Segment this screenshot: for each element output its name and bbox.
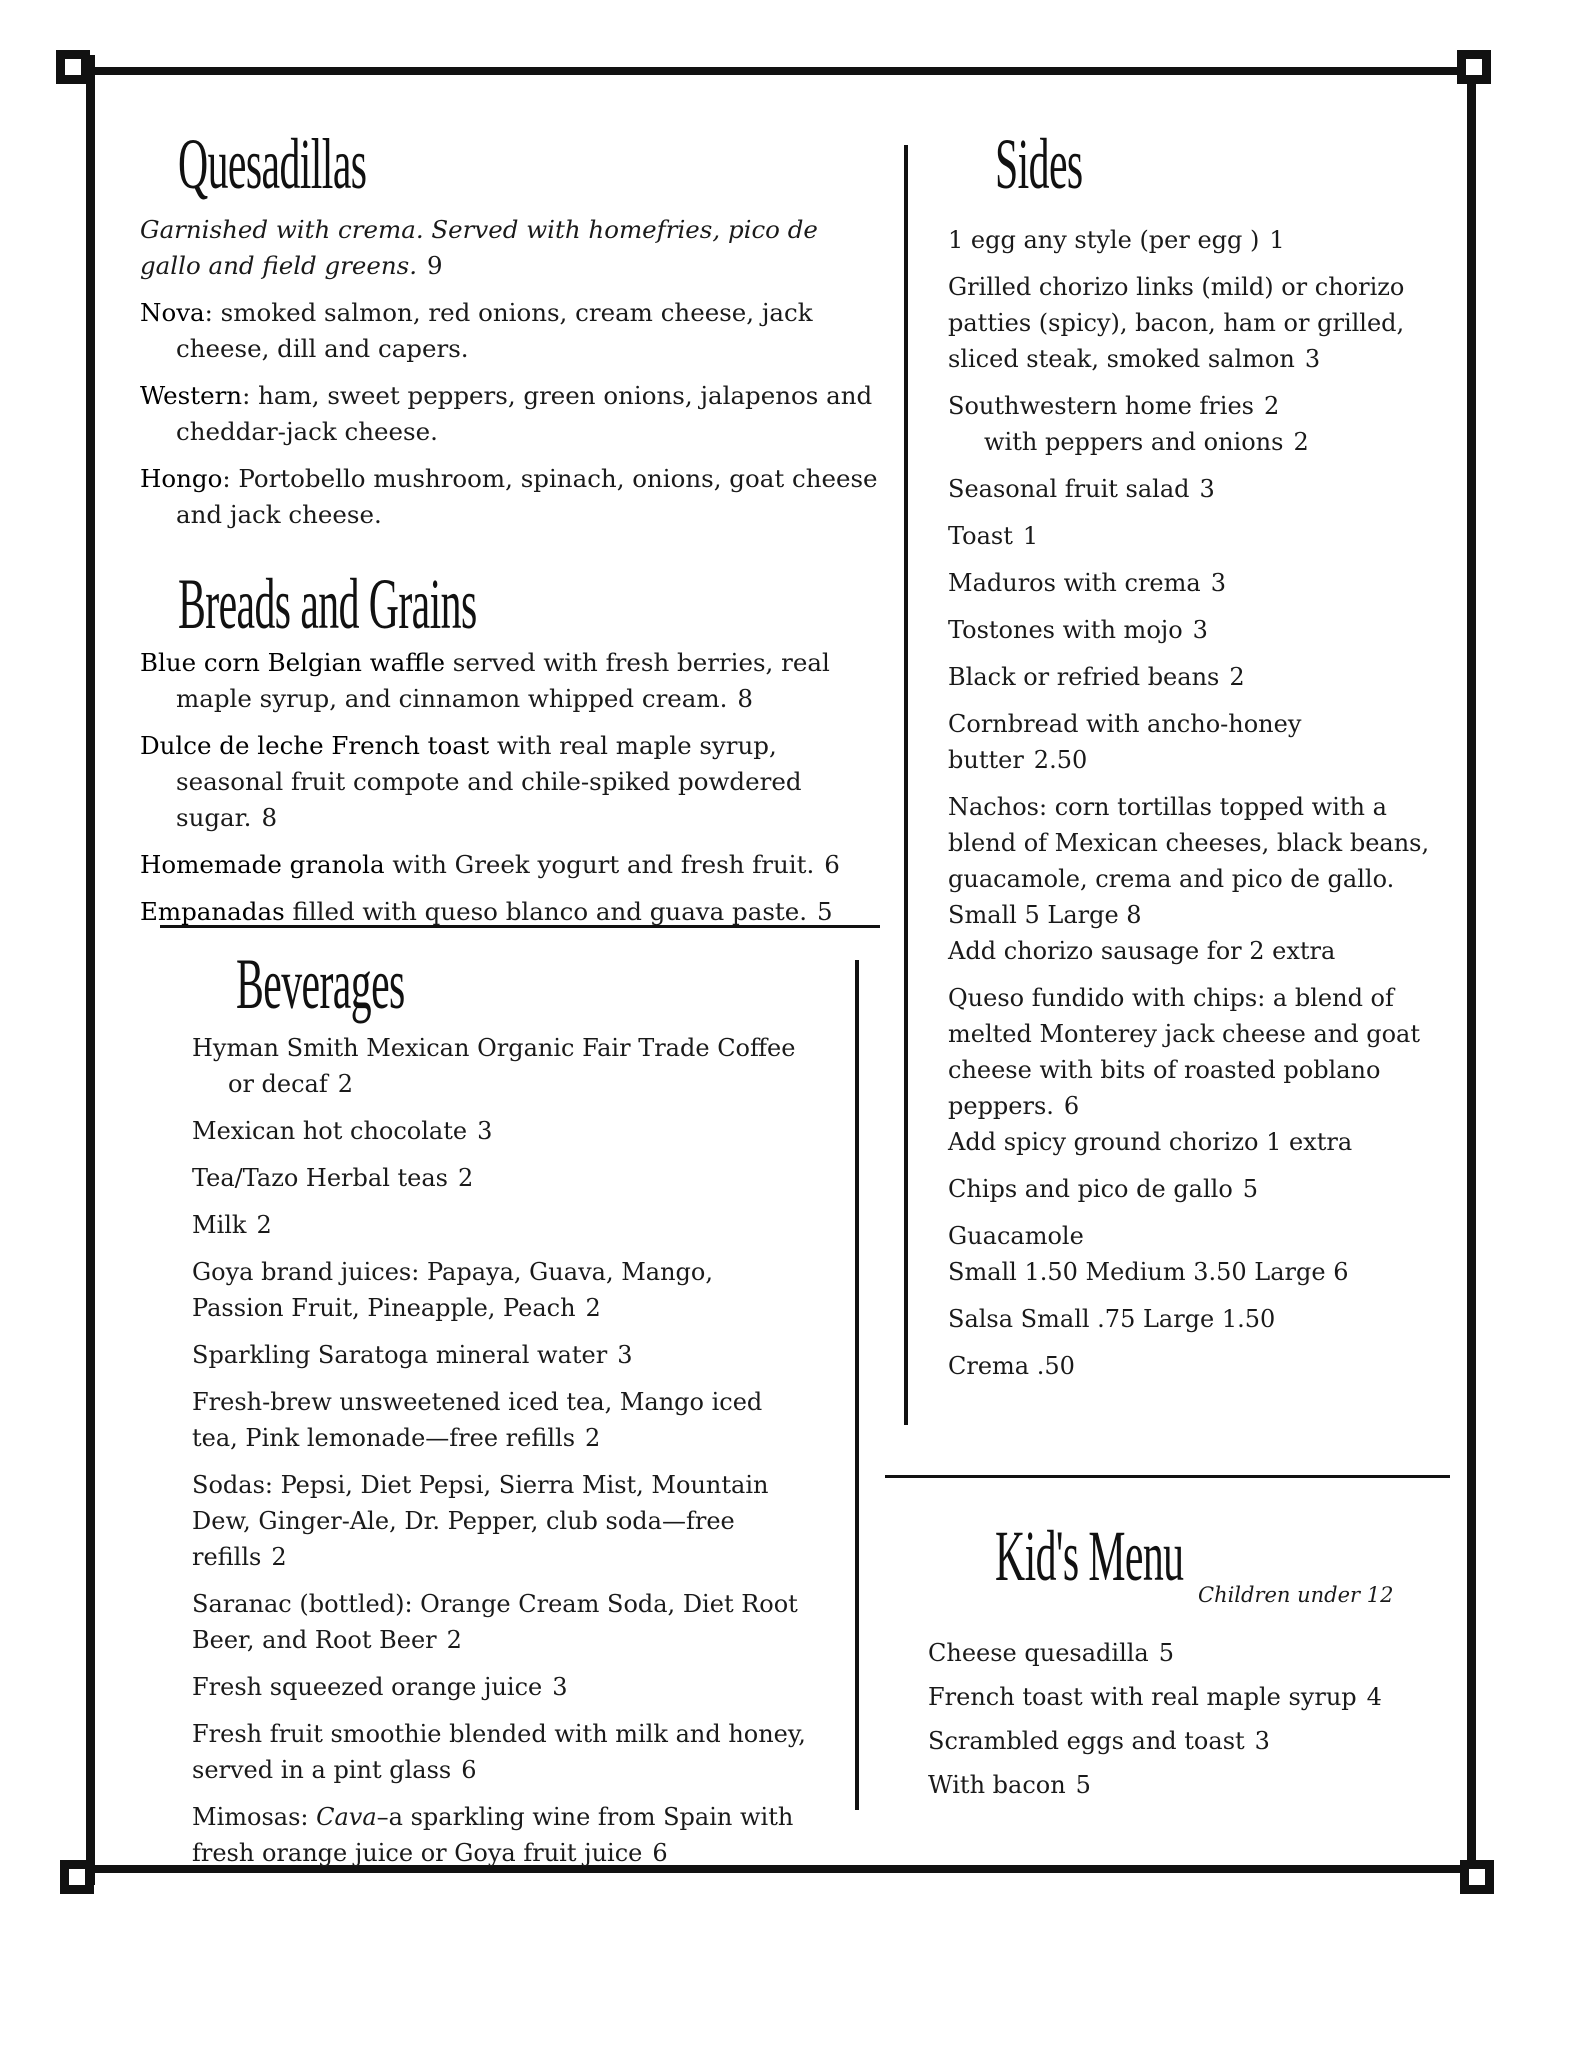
menu-item: Small 1.50 Medium 3.50 Large 6 xyxy=(948,1258,1349,1286)
menu-item: Maduros with crema 3 xyxy=(948,569,1226,597)
quesadillas-section xyxy=(140,212,880,544)
menu-item: Add spicy ground chorizo 1 extra xyxy=(948,1128,1353,1156)
frame-corner-top-left xyxy=(56,50,90,84)
menu-item: Fresh-brew unsweetened iced tea, Mango iced tea, Pink lemonade—free refills 2 xyxy=(192,1388,763,1452)
kids-section xyxy=(928,1635,1448,1803)
kids-age-note: Children under 12 xyxy=(1198,1583,1394,1607)
menu-item: Sodas: Pepsi, Diet Pepsi, Sierra Mist, Mountain Dew, Ginger-Ale, Dr. Pepper, club soda—free refills 2 xyxy=(192,1471,769,1571)
beverages-title: Beverages xyxy=(236,944,405,1024)
menu-item: Hongo: Portobello mushroom, spinach, onions, goat cheese and jack cheese. xyxy=(140,464,878,529)
menu-item: Tea/Tazo Herbal teas 2 xyxy=(192,1164,474,1192)
menu-item: Milk 2 xyxy=(192,1211,272,1239)
divider-sides-kids xyxy=(885,1475,1450,1478)
menu-item: Fresh fruit smoothie blended with milk and honey, served in a pint glass 6 xyxy=(192,1720,806,1784)
menu-item: Salsa Small .75 Large 1.50 xyxy=(948,1305,1276,1333)
quesadillas-title: Quesadillas xyxy=(178,124,367,204)
frame-corner-bottom-right xyxy=(1460,1860,1494,1894)
menu-item: Cheese quesadilla 5 xyxy=(928,1639,1175,1667)
menu-item: Crema .50 xyxy=(948,1352,1075,1380)
menu-item: With bacon 5 xyxy=(928,1771,1091,1799)
menu-item: Empanadas filled with queso blanco and guava paste. 5 xyxy=(140,897,833,926)
breads-section xyxy=(140,645,880,941)
menu-item: Small 5 Large 8 xyxy=(948,901,1142,929)
menu-item: Mexican hot chocolate 3 xyxy=(192,1117,493,1145)
menu-item: Hyman Smith Mexican Organic Fair Trade Coffee or decaf 2 xyxy=(192,1034,796,1098)
menu-item: Sparkling Saratoga mineral water 3 xyxy=(192,1341,633,1369)
menu-item: Toast 1 xyxy=(948,522,1039,550)
kids-menu-title: Kid's Menu xyxy=(995,1516,1184,1596)
breads-title: Breads and Grains xyxy=(178,564,477,644)
menu-item: Nova: smoked salmon, red onions, cream cheese, jack cheese, dill and capers. xyxy=(140,298,813,363)
menu-item: Goya brand juices: Papaya, Guava, Mango, Passion Fruit, Pineapple, Peach 2 xyxy=(192,1258,713,1322)
menu-item: Southwestern home fries 2 xyxy=(948,392,1280,420)
menu-item: Seasonal fruit salad 3 xyxy=(948,475,1215,503)
menu-item: Fresh squeezed orange juice 3 xyxy=(192,1673,568,1701)
beverages-right-divider xyxy=(855,960,859,1810)
menu-item: Add chorizo sausage for 2 extra xyxy=(948,937,1336,965)
frame-corner-top-right xyxy=(1457,50,1491,84)
menu-item: Dulce de leche French toast with real maple syrup, seasonal fruit compote and chile-spiked powdered sugar. 8 xyxy=(140,731,802,832)
beverages-section xyxy=(192,1030,812,1882)
menu-item: Queso fundido with chips: a blend of melted Monterey jack cheese and goat cheese with bits of roasted poblano peppers. 6 xyxy=(948,984,1421,1120)
frame-right-border xyxy=(1467,55,1476,1885)
menu-item: Guacamole xyxy=(948,1222,1084,1250)
column-divider xyxy=(904,145,908,1425)
quesadillas-intro: Garnished with crema. Served with homefries, pico de gallo and field greens. 9 xyxy=(140,215,818,280)
menu-item: Grilled chorizo links (mild) or chorizo patties (spicy), bacon, ham or grilled, sliced steak, smoked salmon 3 xyxy=(948,273,1405,373)
menu-item: Tostones with mojo 3 xyxy=(948,616,1208,644)
menu-item: Blue corn Belgian waffle served with fresh berries, real maple syrup, and cinnamon whipped cream. 8 xyxy=(140,648,830,713)
sides-section xyxy=(948,222,1448,1395)
menu-item: 1 egg any style (per egg ) 1 xyxy=(948,226,1285,254)
menu-item: Black or refried beans 2 xyxy=(948,663,1245,691)
menu-item: Saranac (bottled): Orange Cream Soda, Diet Root Beer, and Root Beer 2 xyxy=(192,1590,798,1654)
menu-item: French toast with real maple syrup 4 xyxy=(928,1683,1382,1711)
menu-item: Cornbread with ancho-honey butter 2.50 xyxy=(948,710,1302,774)
quesadillas-price: 9 xyxy=(427,251,443,280)
frame-corner-bottom-left xyxy=(60,1860,94,1894)
frame-left-border xyxy=(86,55,95,1885)
menu-item: Chips and pico de gallo 5 xyxy=(948,1175,1259,1203)
frame-top-border xyxy=(62,67,1482,75)
menu-item: Western: ham, sweet peppers, green onions, jalapenos and cheddar-jack cheese. xyxy=(140,381,873,446)
menu-item-mimosas: Mimosas: Cava–a sparkling wine from Spain with fresh orange juice or Goya fruit juice 6 xyxy=(192,1803,794,1867)
menu-item: with peppers and onions 2 xyxy=(984,428,1309,456)
menu-item: Homemade granola with Greek yogurt and fresh fruit. 6 xyxy=(140,850,840,879)
menu-item: Scrambled eggs and toast 3 xyxy=(928,1727,1270,1755)
sides-title: Sides xyxy=(995,124,1083,204)
menu-item: Nachos: corn tortillas topped with a blend of Mexican cheeses, black beans, guacamole, crema and pico de gallo. xyxy=(948,793,1430,893)
